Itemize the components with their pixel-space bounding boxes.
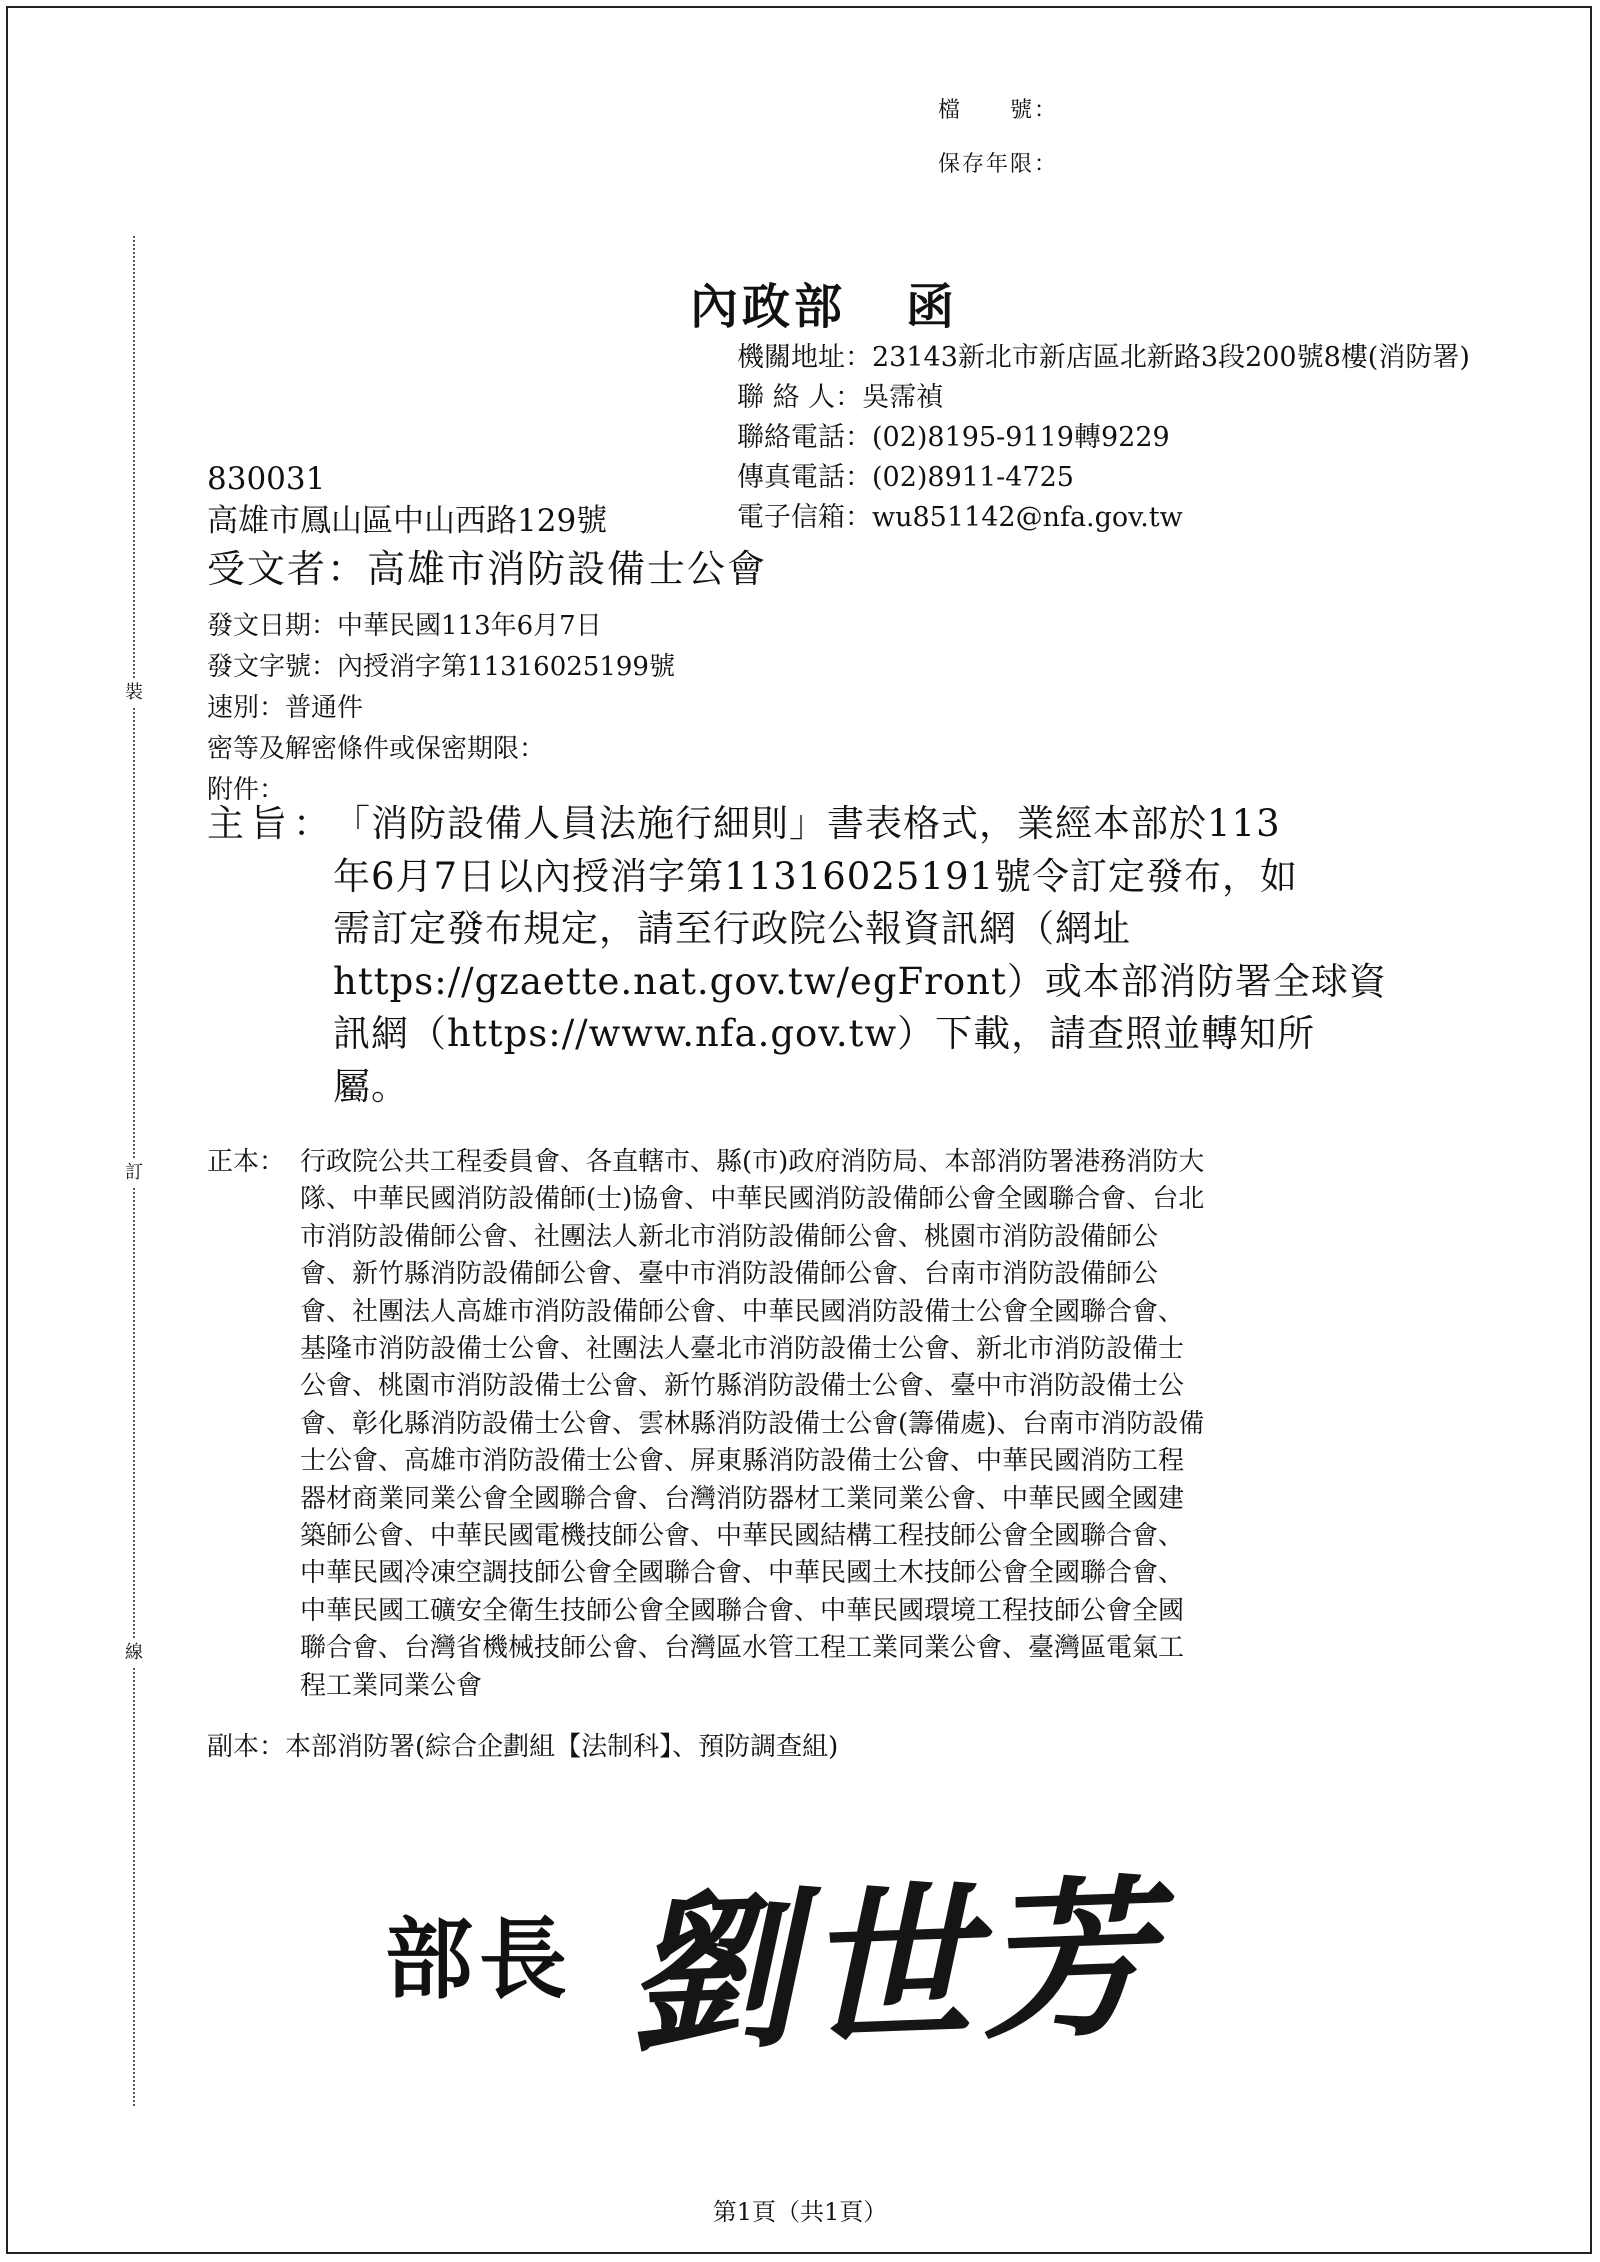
contact-fax: 傳真電話：(02)8911-4725 (737, 462, 1074, 493)
distribution-line: 中華民國冷凍空調技師公會全國聯合會、中華民國土木技師公會全國聯合會、 (300, 1558, 1185, 1589)
contact-person: 聯 絡 人：吳霈禎 (737, 382, 944, 413)
distribution-line: 築師公會、中華民國電機技師公會、中華民國結構工程技師公會全國聯合會、 (300, 1521, 1185, 1552)
subject-label: 主旨： (207, 802, 336, 845)
agency-name: 內政部 (690, 279, 847, 335)
subject-line: 「消防設備人員法施行細則」書表格式，業經本部於113 (333, 802, 1281, 845)
distribution-line: 會、彰化縣消防設備士公會、雲林縣消防設備士公會(籌備處)、台南市消防設備 (300, 1408, 1205, 1439)
binding-char-bind: 裝 (120, 680, 148, 706)
recipient-postcode: 830031 (207, 461, 326, 497)
subject-line: 年6月7日以內授消字第11316025191號令訂定發布，如 (333, 854, 1299, 898)
document-type: 函 (906, 279, 959, 335)
distribution-line: 會、社團法人高雄市消防設備師公會、中華民國消防設備士公會全國聯合會、 (300, 1296, 1185, 1327)
subject-line: https://gzaette.nat.gov.tw/egFront）或本部消防署全球資 (333, 959, 1387, 1003)
secrecy: 密等及解密條件或保密期限： (207, 734, 546, 764)
copy-text: 本部消防署(綜合企劃組【法制科】、預防調查組) (285, 1732, 839, 1762)
distribution-line: 公會、桃園市消防設備士公會、新竹縣消防設備士公會、臺中市消防設備士公 (300, 1371, 1185, 1402)
distribution-line: 市消防設備師公會、社團法人新北市消防設備師公會、桃園市消防設備師公 (300, 1221, 1159, 1252)
distribution-line: 行政院公共工程委員會、各直轄市、縣(市)政府消防局、本部消防署港務消防大 (300, 1147, 1205, 1177)
retention-label: 保存年限： (938, 152, 1059, 177)
distribution-line: 隊、中華民國消防設備師(士)協會、中華民國消防設備師公會全國聯合會、台北 (300, 1184, 1205, 1215)
distribution-label: 正本： (207, 1147, 286, 1177)
binding-char-line: 線 (120, 1640, 148, 1666)
copy-label: 副本： (207, 1732, 286, 1762)
copy-section (207, 1726, 838, 1763)
recipient: 受文者：高雄市消防設備士公會 (207, 547, 768, 591)
distribution-line: 程工業同業公會 (300, 1670, 483, 1701)
attachment: 附件： (207, 775, 286, 805)
contact-address: 機關地址：23143新北市新店區北新路3段200號8樓(消防署) (737, 342, 1470, 373)
document-title (690, 268, 958, 337)
issue-date: 發文日期：中華民國113年6月7日 (207, 611, 602, 641)
speed: 速別：普通件 (207, 693, 364, 723)
distribution-text (300, 1144, 1600, 1705)
signature-name: 劉世芳 (622, 1857, 1163, 2077)
distribution-line: 士公會、高雄市消防設備士公會、屏東縣消防設備士公會、中華民國消防工程 (300, 1446, 1185, 1477)
signature-title: 部長 (385, 1907, 574, 2011)
document-number: 發文字號：內授消字第11316025199號 (207, 652, 675, 682)
file-number-label: 檔 號： (938, 98, 1059, 123)
subject-line: 需訂定發布規定，請至行政院公報資訊網（網址 (333, 907, 1131, 950)
distribution-line: 中華民國工礦安全衛生技師公會全國聯合會、中華民國環境工程技師公會全國 (300, 1595, 1185, 1626)
distribution-line: 基隆市消防設備士公會、社團法人臺北市消防設備士公會、新北市消防設備士 (300, 1334, 1185, 1365)
contact-block (737, 338, 1470, 538)
distribution-line: 聯合會、台灣省機械技師公會、台灣區水管工程工業同業公會、臺灣區電氣工 (300, 1633, 1185, 1664)
page-number: 第1頁（共1頁） (712, 2198, 888, 2226)
recipient-address (207, 458, 607, 542)
binding-char-staple: 訂 (120, 1160, 148, 1186)
contact-phone: 聯絡電話：(02)8195-9119轉9229 (737, 422, 1170, 453)
recipient-street: 高雄市鳳山區中山西路129號 (207, 503, 608, 539)
contact-email: 電子信箱：wu851142@nfa.gov.tw (737, 502, 1183, 533)
distribution-line: 器材商業同業公會全國聯合會、台灣消防器材工業同業公會、中華民國全國建 (300, 1483, 1185, 1514)
subject-line: 屬。 (333, 1064, 409, 1108)
distribution-line: 會、新竹縣消防設備師公會、臺中市消防設備師公會、台南市消防設備師公 (300, 1259, 1159, 1290)
subject-text (333, 798, 1600, 1113)
document-meta (207, 606, 675, 811)
signature-block (385, 1830, 1163, 2077)
subject-line: 訊網（https://www.nfa.gov.tw）下載，請查照並轉知所 (333, 1012, 1316, 1055)
